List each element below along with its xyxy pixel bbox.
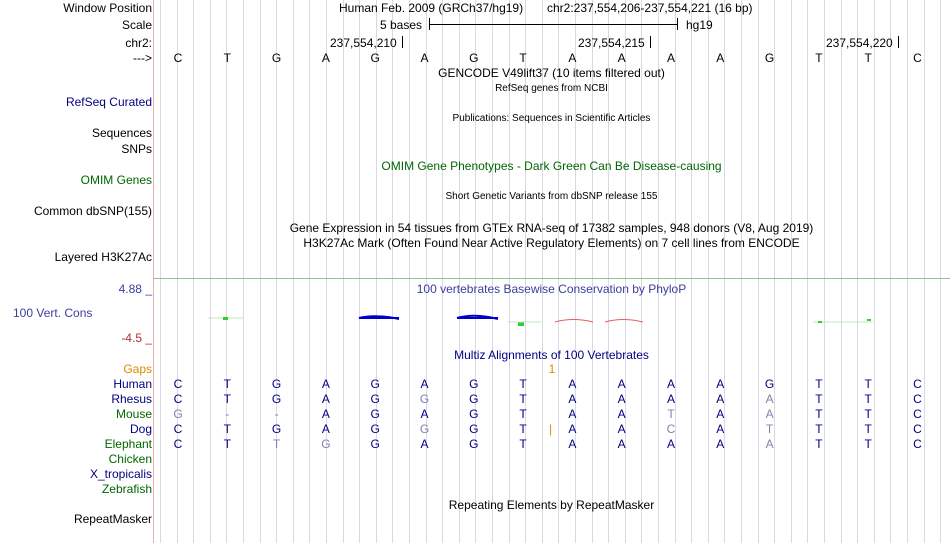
aligned-base: A [617,407,626,421]
assembly-title: Human Feb. 2009 (GRCh37/hg19) [339,1,524,15]
coord-1: 237,554,210 [330,36,397,50]
aligned-base: G [271,422,282,436]
base: T [223,51,231,65]
aligned-base: T [765,422,774,436]
gaps-label[interactable]: Gaps [123,362,152,376]
aligned-base: C [913,392,922,406]
window-position-label: Window Position [63,1,152,15]
phylop-mark-1 [223,317,228,320]
publications-track-title[interactable]: Publications: Sequences in Scientific Articles [452,113,651,124]
coord-1-tick [402,36,403,48]
aligned-base: T [223,422,231,436]
aligned-base: T [272,437,281,451]
base: G [370,51,380,65]
coord-2-tick [650,36,651,48]
dbsnp-track-title[interactable]: Short Genetic Variants from dbSNP release 155 [445,191,658,202]
aligned-base: T [815,392,823,406]
aligned-base: G [271,392,282,406]
species-label[interactable]: Human [113,377,152,391]
aligned-base: A [321,392,330,406]
coord-3: 237,554,220 [826,36,893,50]
aligned-base: T [864,422,872,436]
aligned-base: A [568,407,577,421]
aligned-base: A [420,377,429,391]
aligned-base: A [321,377,330,391]
aligned-base: T [667,407,675,421]
aligned-base: A [666,437,675,451]
aligned-base: T [864,392,872,406]
aligned-base: - [274,407,279,421]
aligned-base: T [815,377,823,391]
species-label[interactable]: Mouse [115,407,152,421]
base: T [864,51,872,65]
aligned-base: G [469,437,479,451]
aligned-base: A [617,392,626,406]
coord-2: 237,554,215 [578,36,645,50]
scale-label: Scale [121,18,152,32]
base: C [173,51,183,65]
common-dbsnp-label[interactable]: Common dbSNP(155) [33,204,152,218]
refseq-curated-label[interactable]: RefSeq Curated [65,95,152,109]
snps-label[interactable]: SNPs [121,142,152,156]
aligned-base: G [271,377,282,391]
base: A [321,51,330,65]
scale-bar-left-tick [429,18,430,30]
species-label[interactable]: Zebrafish [101,482,152,496]
aligned-base: A [765,437,774,451]
aligned-base: C [173,422,183,436]
aligned-base: G [764,377,775,391]
repeatmasker-label[interactable]: RepeatMasker [73,512,152,526]
base: G [764,51,775,65]
h3k27ac-track-title[interactable]: H3K27Ac Mark (Often Found Near Active Regulatory Elements) on 7 cell lines from ENCODE [303,236,800,250]
aligned-base: A [617,377,626,391]
base: G [469,51,479,65]
base: A [716,51,725,65]
aligned-base: G [173,407,183,421]
aligned-base: A [568,377,577,391]
species-label[interactable]: Dog [129,422,152,436]
aligned-base: A [568,437,577,451]
repeatmasker-track-title[interactable]: Repeating Elements by RepeatMasker [448,498,655,512]
aligned-base: A [765,407,774,421]
aligned-base: A [568,422,577,436]
aligned-base: C [173,377,183,391]
aligned-base: T [864,437,872,451]
aligned-base: T [864,407,872,421]
gencode-track-title[interactable]: GENCODE V49lift37 (10 items filtered out) [438,66,665,80]
phylop-mark-5 [555,320,593,323]
aligned-base: G [419,422,430,436]
aligned-base: A [716,377,725,391]
base: A [617,51,626,65]
phylop-signal [153,312,950,328]
aligned-base: G [370,422,380,436]
aligned-base: T [864,377,872,391]
aligned-base: T [519,437,527,451]
aligned-base: C [666,422,676,436]
gap-count: 1 [548,362,556,376]
aligned-base: A [617,422,626,436]
aligned-base: C [173,392,183,406]
base: A [568,51,577,65]
aligned-base: T [223,377,231,391]
aligned-base: C [913,407,922,421]
phylop-mark-4 [518,322,524,326]
base: T [519,51,527,65]
aligned-base: - [225,407,230,421]
coord-3-tick [898,36,899,48]
phylop-mark-8 [867,319,871,321]
aligned-base: | [549,422,553,436]
phylop-max-value: 4.88 _ [118,282,152,296]
aligned-base: G [370,437,380,451]
base: C [913,51,922,65]
aligned-base: A [716,392,725,406]
aligned-base: G [419,392,430,406]
aligned-base: A [666,392,675,406]
species-label[interactable]: Rhesus [111,392,152,406]
base: A [420,51,429,65]
aligned-base: G [469,377,479,391]
aligned-base: T [519,377,527,391]
aligned-base: A [666,377,675,391]
aligned-base: A [321,422,330,436]
aligned-base: C [173,437,183,451]
multiz-track-title[interactable]: Multiz Alignments of 100 Vertebrates [454,348,649,362]
omim-genes-label[interactable]: OMIM Genes [80,173,152,187]
base: A [666,51,675,65]
aligned-base: A [716,422,725,436]
base: G [271,51,282,65]
phylop-mark-3b [457,317,498,319]
phylop-min-value: -4.5 _ [121,331,152,345]
phylop-mark-7 [818,321,822,323]
aligned-base: G [469,422,479,436]
aligned-base: G [469,392,479,406]
phylop-mark-6 [605,320,643,323]
aligned-base: A [716,437,725,451]
aligned-base: A [765,392,774,406]
scale-db: hg19 [686,18,713,32]
layered-h3k27ac-label[interactable]: Layered H3K27Ac [54,250,152,264]
aligned-base: G [469,407,479,421]
base: T [815,51,823,65]
scale-text: 5 bases [380,18,423,32]
chromosome-label: chr2: [125,36,152,50]
aligned-base: T [223,392,231,406]
scale-bar [429,24,677,25]
aligned-base: G [370,392,380,406]
aligned-base: T [519,422,527,436]
aligned-base: C [913,437,922,451]
aligned-base: G [370,407,380,421]
species-label[interactable]: X_tropicalis [89,467,152,481]
scale-bar-right-tick [677,18,678,30]
aligned-base: T [519,392,527,406]
aligned-base: A [321,407,330,421]
aligned-base: A [420,407,429,421]
aligned-base: C [913,422,922,436]
position-readout: chr2:237,554,206-237,554,221 (16 bp) [547,1,753,15]
phylop-track-label[interactable]: 100 Vert. Cons [13,306,93,320]
h3k27ac-baseline [153,278,950,279]
phylop-mark-2b [359,317,399,319]
aligned-base: T [223,437,231,451]
aligned-base: T [815,437,823,451]
aligned-base: A [617,437,626,451]
aligned-base: G [321,437,331,451]
aligned-base: T [815,422,823,436]
species-label[interactable]: Elephant [104,437,152,451]
gtex-track-title[interactable]: Gene Expression in 54 tissues from GTEx RNA-seq of 17382 samples, 948 donors (V8, Aug 2019) [289,221,814,235]
aligned-base: A [420,437,429,451]
sequences-label[interactable]: Sequences [91,126,152,140]
aligned-base: T [519,407,527,421]
aligned-base: A [716,407,725,421]
phylop-track-title[interactable]: 100 vertebrates Basewise Conservation by PhyloP [416,282,687,296]
aligned-base: G [370,377,380,391]
aligned-base: A [568,392,577,406]
refseq-track-title[interactable]: RefSeq genes from NCBI [495,83,608,94]
species-label[interactable]: Chicken [108,452,152,466]
aligned-base: C [913,377,922,391]
omim-track-title[interactable]: OMIM Gene Phenotypes - Dark Green Can Be Disease-causing [381,159,722,173]
aligned-base: T [815,407,823,421]
strand-label: ---> [133,51,152,65]
